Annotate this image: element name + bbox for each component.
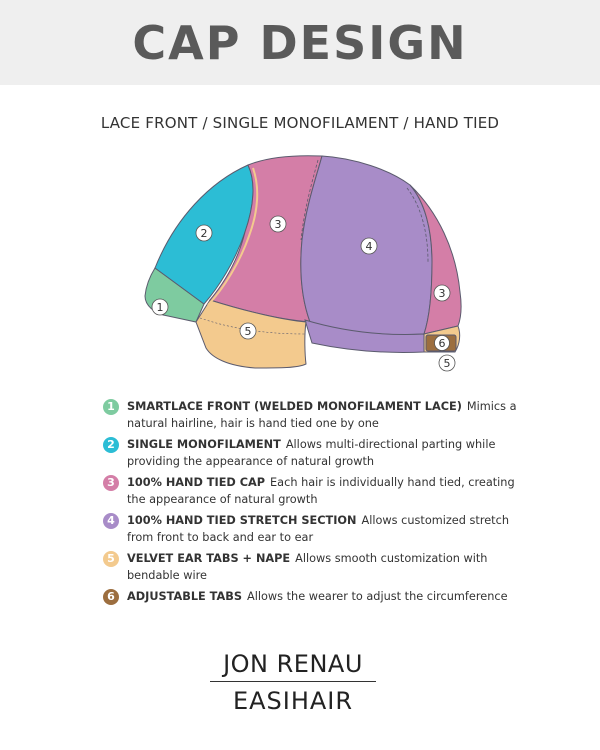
marker-1 — [152, 299, 168, 315]
legend-term-3: 100% HAND TIED CAP — [127, 476, 266, 489]
legend — [103, 398, 523, 609]
svg-text:4: 4 — [365, 240, 373, 253]
legend-desc-5: Allows smooth customization with bendable wire — [127, 552, 488, 582]
marker-4 — [361, 238, 377, 254]
legend-desc-1: Mimics a natural hairline, hair is hand tied one by one — [127, 400, 517, 430]
svg-text:2: 2 — [200, 227, 208, 240]
brand-line-1: JON RENAU — [223, 650, 363, 678]
legend-desc-2: Allows multi-directional parting while providing the appearance of natural growth — [127, 438, 496, 468]
legend-badge-6: 6 — [103, 589, 119, 605]
legend-item-6 — [103, 588, 523, 605]
brand-line-2: EASIHAIR — [232, 687, 354, 715]
svg-text:3: 3 — [438, 287, 446, 300]
svg-text:1: 1 — [156, 301, 164, 314]
legend-badge-3: 3 — [103, 475, 119, 491]
marker-6 — [435, 336, 450, 351]
legend-item-4 — [103, 512, 523, 546]
legend-badge-5: 5 — [103, 551, 119, 567]
legend-item-5 — [103, 550, 523, 584]
legend-item-1 — [103, 398, 523, 432]
svg-text:5: 5 — [244, 325, 252, 338]
marker-5-ear — [240, 323, 256, 339]
legend-term-1: SMARTLACE FRONT (WELDED MONOFILAMENT LACE) — [127, 400, 462, 413]
marker-2 — [196, 225, 212, 241]
legend-term-2: SINGLE MONOFILAMENT — [127, 438, 281, 451]
legend-term-4: 100% HAND TIED STRETCH SECTION — [127, 514, 357, 527]
brand-logo — [210, 650, 376, 715]
legend-item-2 — [103, 436, 523, 470]
svg-text:5: 5 — [443, 357, 451, 370]
marker-5-nape — [439, 355, 455, 371]
legend-badge-2: 2 — [103, 437, 119, 453]
marker-3-back — [434, 285, 450, 301]
legend-term-6: ADJUSTABLE TABS — [127, 590, 242, 603]
legend-badge-4: 4 — [103, 513, 119, 529]
marker-3-top — [270, 216, 286, 232]
page-title: CAP DESIGN — [132, 15, 468, 70]
cap-type-subtitle: LACE FRONT / SINGLE MONOFILAMENT / HAND TIED — [100, 114, 500, 132]
legend-desc-3: Each hair is individually hand tied, creating the appearance of natural growth — [127, 476, 515, 506]
legend-badge-1: 1 — [103, 399, 119, 415]
brand-divider — [210, 681, 376, 682]
legend-item-3 — [103, 474, 523, 508]
legend-desc-4: Allows customized stretch from front to back and ear to ear — [127, 514, 509, 544]
legend-desc-6: Allows the wearer to adjust the circumference — [246, 590, 508, 603]
legend-term-5: VELVET EAR TABS + NAPE — [127, 552, 291, 565]
svg-text:3: 3 — [274, 218, 282, 231]
svg-text:6: 6 — [438, 337, 446, 350]
